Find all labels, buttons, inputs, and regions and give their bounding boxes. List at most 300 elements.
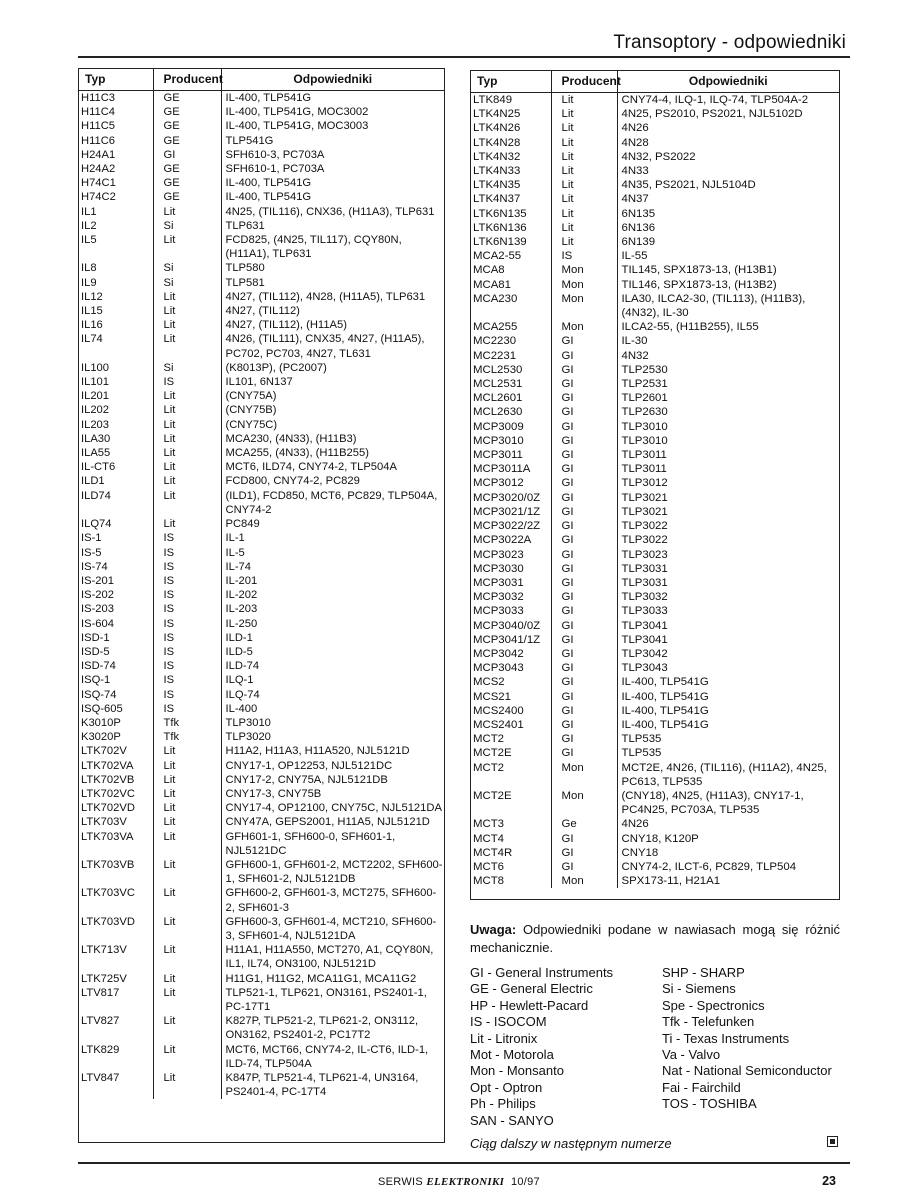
cell-producent: GI bbox=[551, 860, 617, 874]
cell-typ: IL5 bbox=[79, 233, 153, 261]
cell-typ: ILA55 bbox=[79, 446, 153, 460]
cell-typ: LTK702VA bbox=[79, 759, 153, 773]
cell-producent: Lit bbox=[153, 290, 221, 304]
column-header-typ: Typ bbox=[79, 69, 153, 91]
table-row bbox=[79, 730, 444, 744]
cell-typ: LTK6N139 bbox=[471, 235, 551, 249]
cell-producent: Lit bbox=[551, 221, 617, 235]
cell-producent: Mon bbox=[551, 320, 617, 334]
cell-producent: Lit bbox=[153, 205, 221, 219]
cell-producent: IS bbox=[153, 688, 221, 702]
table-row bbox=[79, 290, 444, 304]
page-title: Transoptory - odpowiedniki bbox=[613, 32, 846, 53]
table-row bbox=[79, 205, 444, 219]
cell-producent: GI bbox=[551, 704, 617, 718]
cell-typ: IL101 bbox=[79, 375, 153, 389]
cell-odpowiedniki: 4N35, PS2021, NJL5104D bbox=[621, 179, 756, 192]
cell-producent: Lit bbox=[153, 418, 221, 432]
cell-odpowiedniki: TLP2601 bbox=[621, 392, 668, 405]
cell-producent: Lit bbox=[153, 489, 221, 517]
cell-producent: GI bbox=[551, 675, 617, 689]
cell-typ: K3010P bbox=[79, 716, 153, 730]
cell-producent: IS bbox=[153, 531, 221, 545]
cell-typ: ISQ-74 bbox=[79, 688, 153, 702]
cell-typ: IS-202 bbox=[79, 588, 153, 602]
cell-odpowiedniki: ILQ-1 bbox=[225, 674, 254, 687]
continued-notice: Ciąg dalszy w następnym numerze bbox=[470, 1136, 672, 1151]
cell-producent: GI bbox=[551, 548, 617, 562]
cell-producent: GI bbox=[551, 590, 617, 604]
cell-odpowiedniki: IL101, 6N137 bbox=[225, 376, 293, 389]
cell-odpowiedniki: 4N33 bbox=[621, 165, 649, 178]
legend-item: HP - Hewlett-Pacard bbox=[470, 997, 589, 1013]
cell-odpowiedniki: IL-202 bbox=[225, 589, 258, 602]
table-row bbox=[79, 474, 444, 488]
cell-typ: H11C3 bbox=[79, 91, 153, 106]
cell-producent: Lit bbox=[551, 192, 617, 206]
legend-item: Va - Valvo bbox=[662, 1047, 721, 1063]
cell-typ: IL202 bbox=[79, 403, 153, 417]
table-row bbox=[79, 304, 444, 318]
cell-typ: LTK703VD bbox=[79, 915, 153, 943]
cell-producent: GE bbox=[153, 91, 221, 106]
table-row bbox=[471, 207, 839, 221]
table-row bbox=[79, 233, 444, 261]
cell-typ: IL-CT6 bbox=[79, 460, 153, 474]
cell-producent: Lit bbox=[551, 178, 617, 192]
cell-producent: Ge bbox=[551, 817, 617, 831]
table-row bbox=[79, 915, 444, 943]
cell-typ: MCP3040/0Z bbox=[471, 619, 551, 633]
cell-typ: MCS2 bbox=[471, 675, 551, 689]
cell-typ: IL74 bbox=[79, 332, 153, 360]
cell-typ: MCP3011A bbox=[471, 462, 551, 476]
legend-item: Mot - Motorola bbox=[470, 1047, 554, 1063]
cell-producent: GI bbox=[551, 491, 617, 505]
cell-typ: MC2231 bbox=[471, 349, 551, 363]
cell-odpowiedniki: ILA30, ILCA2-30, (TIL113), (H11B3), (4N32), IL-30 bbox=[621, 292, 806, 320]
cell-odpowiedniki: GFH600-1, GFH601-2, MCT2202, SFH600-1, SFH601-2, NJL5121DB bbox=[225, 858, 443, 886]
table-row bbox=[471, 235, 839, 249]
cell-typ: LTK4N25 bbox=[471, 107, 551, 121]
cell-odpowiedniki: TLP535 bbox=[621, 747, 662, 760]
cell-odpowiedniki: MCT6, ILD74, CNY74-2, TLP504A bbox=[225, 461, 397, 474]
cell-producent: IS bbox=[153, 659, 221, 673]
cell-typ: MCL2630 bbox=[471, 405, 551, 419]
footer-issue: 10/97 bbox=[510, 1176, 540, 1188]
cell-producent: GI bbox=[551, 405, 617, 419]
table-row bbox=[79, 517, 444, 531]
table-row bbox=[471, 164, 839, 178]
cell-producent: GI bbox=[551, 832, 617, 846]
column-header-producent: Producent bbox=[551, 71, 617, 93]
cell-typ: MCL2531 bbox=[471, 377, 551, 391]
cell-producent: Lit bbox=[153, 517, 221, 531]
cell-producent: IS bbox=[551, 249, 617, 263]
cell-odpowiedniki: 4N27, (TIL112), (H11A5) bbox=[225, 319, 347, 332]
cell-odpowiedniki: SFH610-3, PC703A bbox=[225, 148, 325, 161]
cell-typ: MCA2-55 bbox=[471, 249, 551, 263]
cell-typ: LTK4N37 bbox=[471, 192, 551, 206]
footer-magazine bbox=[0, 1176, 918, 1188]
cell-producent: IS bbox=[153, 588, 221, 602]
cell-producent: GI bbox=[551, 846, 617, 860]
cell-odpowiedniki: K847P, TLP521-4, TLP621-4, UN3164, PS2401-4, PC-17T4 bbox=[225, 1072, 419, 1099]
table-row bbox=[471, 746, 839, 760]
cell-producent: Lit bbox=[551, 107, 617, 121]
cell-odpowiedniki: TLP3010 bbox=[621, 420, 668, 433]
table-row bbox=[79, 659, 444, 673]
cell-producent: Lit bbox=[153, 446, 221, 460]
cell-odpowiedniki: 4N32, PS2022 bbox=[621, 150, 696, 163]
cell-odpowiedniki: K827P, TLP521-2, TLP621-2, ON3112, ON3162, PS2401-2, PC17T2 bbox=[225, 1015, 419, 1042]
table-row bbox=[79, 1043, 444, 1071]
cell-typ: IS-5 bbox=[79, 546, 153, 560]
cell-odpowiedniki: GFH600-2, GFH601-3, MCT275, SFH600-2, SFH601-3 bbox=[225, 887, 437, 914]
equivalents-table-right bbox=[470, 70, 840, 900]
cell-typ: IS-203 bbox=[79, 602, 153, 616]
table-row bbox=[79, 716, 444, 730]
table-row bbox=[79, 759, 444, 773]
cell-typ: MCP3042 bbox=[471, 647, 551, 661]
legend-item: Opt - Optron bbox=[470, 1079, 543, 1095]
cell-typ: LTV827 bbox=[79, 1014, 153, 1042]
cell-odpowiedniki: IL-203 bbox=[225, 603, 258, 616]
cell-typ: MCP3032 bbox=[471, 590, 551, 604]
cell-typ: LTK849 bbox=[471, 93, 551, 108]
cell-producent: GI bbox=[551, 519, 617, 533]
cell-producent: GI bbox=[551, 604, 617, 618]
table-row bbox=[79, 588, 444, 602]
cell-odpowiedniki: 6N136 bbox=[621, 221, 656, 234]
cell-odpowiedniki: 4N37 bbox=[621, 193, 649, 206]
cell-odpowiedniki: TLP3041 bbox=[621, 619, 668, 632]
cell-odpowiedniki: IL-5 bbox=[225, 546, 245, 559]
cell-producent: Lit bbox=[551, 93, 617, 108]
table-row bbox=[471, 420, 839, 434]
cell-typ: MCP3011 bbox=[471, 448, 551, 462]
cell-typ: LTV847 bbox=[79, 1071, 153, 1099]
table-row bbox=[471, 519, 839, 533]
table-row bbox=[471, 377, 839, 391]
cell-typ: MCP3020/0Z bbox=[471, 491, 551, 505]
table-row bbox=[79, 631, 444, 645]
table-row bbox=[79, 361, 444, 375]
column-header-odpowiedniki: Odpowiedniki bbox=[221, 69, 444, 91]
cell-producent: GI bbox=[551, 349, 617, 363]
cell-producent: Lit bbox=[153, 915, 221, 943]
cell-odpowiedniki: (CNY75A) bbox=[225, 390, 277, 403]
cell-producent: GI bbox=[551, 391, 617, 405]
cell-producent: Lit bbox=[153, 432, 221, 446]
cell-odpowiedniki: CNY18, K120P bbox=[621, 832, 699, 845]
cell-odpowiedniki: CNY17-2, CNY75A, NJL5121DB bbox=[225, 773, 388, 786]
cell-odpowiedniki: TLP3021 bbox=[621, 491, 668, 504]
cell-odpowiedniki: TLP3010 bbox=[225, 716, 271, 729]
cell-typ: MCP3030 bbox=[471, 562, 551, 576]
cell-typ: LTK713V bbox=[79, 943, 153, 971]
legend-item: SAN - SANYO bbox=[470, 1112, 554, 1128]
cell-odpowiedniki: SFH610-1, PC703A bbox=[225, 163, 325, 176]
cell-typ: MCP3022/2Z bbox=[471, 519, 551, 533]
cell-producent: Lit bbox=[153, 744, 221, 758]
cell-odpowiedniki: CNY17-3, CNY75B bbox=[225, 787, 322, 800]
cell-odpowiedniki: ILQ-74 bbox=[225, 688, 260, 701]
cell-producent: GI bbox=[551, 505, 617, 519]
cell-producent: Mon bbox=[551, 292, 617, 320]
cell-producent: GE bbox=[153, 190, 221, 204]
cell-typ: ISD-5 bbox=[79, 645, 153, 659]
table-row bbox=[471, 391, 839, 405]
cell-odpowiedniki: IL-400, TLP541G bbox=[225, 92, 312, 104]
cell-producent: GI bbox=[551, 533, 617, 547]
cell-odpowiedniki: GFH600-3, GFH601-4, MCT210, SFH600-3, SFH601-4, NJL5121DA bbox=[225, 915, 437, 942]
cell-typ: IL15 bbox=[79, 304, 153, 318]
cell-producent: Mon bbox=[551, 761, 617, 789]
cell-odpowiedniki: TLP521-1, TLP621, ON3161, PS2401-1, PC-17T1 bbox=[225, 986, 427, 1013]
cell-producent: Lit bbox=[153, 858, 221, 886]
table-row bbox=[471, 434, 839, 448]
table-row bbox=[471, 647, 839, 661]
cell-producent: Lit bbox=[153, 1014, 221, 1042]
cell-producent: Lit bbox=[153, 815, 221, 829]
table-row bbox=[471, 278, 839, 292]
cell-odpowiedniki: 6N139 bbox=[621, 236, 656, 249]
cell-producent: GI bbox=[551, 576, 617, 590]
cell-typ: LTV817 bbox=[79, 986, 153, 1014]
cell-typ: MCL2530 bbox=[471, 363, 551, 377]
legend-item: TOS - TOSHIBA bbox=[662, 1096, 757, 1112]
cell-odpowiedniki: TLP3011 bbox=[621, 463, 667, 476]
cell-typ: IS-74 bbox=[79, 560, 153, 574]
table-row bbox=[471, 192, 839, 206]
table-row bbox=[79, 460, 444, 474]
cell-odpowiedniki: FCD800, CNY74-2, PC829 bbox=[225, 475, 360, 488]
cell-producent: GI bbox=[551, 363, 617, 377]
cell-odpowiedniki: IL-1 bbox=[225, 532, 245, 545]
cell-producent: GI bbox=[153, 148, 221, 162]
cell-producent: Lit bbox=[551, 164, 617, 178]
cell-odpowiedniki: MCT2E, 4N26, (TIL116), (H11A2), 4N25, PC613, TLP535 bbox=[621, 761, 827, 788]
cell-typ: MCP3009 bbox=[471, 420, 551, 434]
table-row bbox=[471, 292, 839, 320]
cell-producent: IS bbox=[153, 645, 221, 659]
cell-odpowiedniki: ILD-1 bbox=[225, 631, 253, 644]
table-row bbox=[471, 690, 839, 704]
cell-odpowiedniki: IL-201 bbox=[225, 574, 258, 587]
title-divider bbox=[78, 56, 850, 58]
legend-item: GE - General Electric bbox=[470, 981, 593, 997]
cell-producent: Lit bbox=[153, 972, 221, 986]
cell-odpowiedniki: 4N27, (TIL112), 4N28, (H11A5), TLP631 bbox=[225, 290, 426, 303]
cell-producent: Mon bbox=[551, 263, 617, 277]
cell-odpowiedniki: (K8013P), (PC2007) bbox=[225, 361, 327, 374]
cell-typ: LTK703V bbox=[79, 815, 153, 829]
cell-odpowiedniki: TLP3042 bbox=[621, 647, 668, 660]
table-row bbox=[79, 162, 444, 176]
cell-producent: Lit bbox=[153, 787, 221, 801]
cell-producent: IS bbox=[153, 631, 221, 645]
cell-typ: MCP3041/1Z bbox=[471, 633, 551, 647]
cell-typ: MCA8 bbox=[471, 263, 551, 277]
cell-typ: IL16 bbox=[79, 318, 153, 332]
cell-odpowiedniki: TLP2630 bbox=[621, 406, 668, 419]
cell-odpowiedniki: IL-400, TLP541G, MOC3003 bbox=[225, 120, 369, 133]
cell-typ: ILA30 bbox=[79, 432, 153, 446]
cell-odpowiedniki: IL-400, TLP541G bbox=[621, 676, 709, 689]
cell-typ: LTK6N136 bbox=[471, 221, 551, 235]
table-row bbox=[471, 675, 839, 689]
table-row bbox=[79, 148, 444, 162]
cell-producent: Si bbox=[153, 261, 221, 275]
cell-producent: Lit bbox=[153, 830, 221, 858]
table-row bbox=[79, 318, 444, 332]
table-row bbox=[471, 718, 839, 732]
table-row bbox=[471, 860, 839, 874]
cell-producent: Lit bbox=[153, 1043, 221, 1071]
cell-odpowiedniki: CNY74-2, ILCT-6, PC829, TLP504 bbox=[621, 860, 797, 873]
legend-item: Ph - Philips bbox=[470, 1096, 536, 1112]
cell-producent: Lit bbox=[153, 986, 221, 1014]
table-row bbox=[471, 263, 839, 277]
cell-typ: LTK702VB bbox=[79, 773, 153, 787]
legend-item: Fai - Fairchild bbox=[662, 1079, 741, 1095]
legend-item: Lit - Litronix bbox=[470, 1030, 538, 1046]
cell-typ: H24A2 bbox=[79, 162, 153, 176]
table-row bbox=[79, 1071, 444, 1099]
cell-typ: MCP3021/1Z bbox=[471, 505, 551, 519]
cell-typ: ISQ-605 bbox=[79, 702, 153, 716]
table-row bbox=[79, 389, 444, 403]
cell-odpowiedniki: TIL145, SPX1873-13, (H13B1) bbox=[621, 264, 777, 277]
cell-producent: GI bbox=[551, 690, 617, 704]
legend-item: Nat - National Semiconductor bbox=[662, 1063, 832, 1079]
cell-producent: Lit bbox=[153, 886, 221, 914]
table-row bbox=[79, 446, 444, 460]
table-row bbox=[471, 93, 839, 108]
table-row bbox=[471, 334, 839, 348]
table-row bbox=[79, 986, 444, 1014]
cell-odpowiedniki: SPX173-11, H21A1 bbox=[621, 875, 721, 888]
cell-odpowiedniki: TLP541G bbox=[225, 134, 274, 147]
cell-producent: GE bbox=[153, 105, 221, 119]
cell-odpowiedniki: CNY74-4, ILQ-1, ILQ-74, TLP504A-2 bbox=[621, 94, 809, 106]
cell-producent: Lit bbox=[153, 318, 221, 332]
cell-odpowiedniki: TLP3020 bbox=[225, 731, 271, 744]
table-row bbox=[471, 619, 839, 633]
cell-producent: Mon bbox=[551, 278, 617, 292]
cell-producent: GI bbox=[551, 647, 617, 661]
column-header-producent: Producent bbox=[153, 69, 221, 91]
cell-typ: MCA230 bbox=[471, 292, 551, 320]
table-row bbox=[471, 476, 839, 490]
cell-producent: GI bbox=[551, 377, 617, 391]
cell-odpowiedniki: TLP3011 bbox=[621, 449, 667, 462]
table-row bbox=[471, 548, 839, 562]
cell-typ: H11C4 bbox=[79, 105, 153, 119]
legend-item: Mon - Monsanto bbox=[470, 1063, 564, 1079]
table-row bbox=[79, 105, 444, 119]
cell-producent: Lit bbox=[153, 460, 221, 474]
column-header-odpowiedniki: Odpowiedniki bbox=[617, 71, 839, 93]
cell-odpowiedniki: 4N25, (TIL116), CNX36, (H11A3), TLP631 bbox=[225, 205, 435, 218]
cell-producent: Lit bbox=[153, 389, 221, 403]
cell-producent: Lit bbox=[153, 801, 221, 815]
table-row bbox=[471, 349, 839, 363]
cell-typ: MCT4R bbox=[471, 846, 551, 860]
table-row bbox=[471, 505, 839, 519]
cell-typ: MCT3 bbox=[471, 817, 551, 831]
cell-producent: GI bbox=[551, 562, 617, 576]
table-row bbox=[471, 832, 839, 846]
cell-odpowiedniki: IL-400, TLP541G bbox=[225, 177, 312, 190]
cell-typ: LTK703VA bbox=[79, 830, 153, 858]
cell-typ: MCP3033 bbox=[471, 604, 551, 618]
cell-producent: GI bbox=[551, 476, 617, 490]
cell-typ: IL2 bbox=[79, 219, 153, 233]
cell-typ: LTK702VC bbox=[79, 787, 153, 801]
cell-producent: GI bbox=[551, 732, 617, 746]
cell-odpowiedniki: TLP535 bbox=[621, 733, 662, 746]
cell-producent: IS bbox=[153, 546, 221, 560]
table-row bbox=[471, 817, 839, 831]
cell-typ: H11C5 bbox=[79, 119, 153, 133]
table-row bbox=[471, 604, 839, 618]
cell-typ: IS-604 bbox=[79, 617, 153, 631]
cell-odpowiedniki: TLP3021 bbox=[621, 505, 668, 518]
table-row bbox=[471, 462, 839, 476]
cell-typ: IL100 bbox=[79, 361, 153, 375]
cell-odpowiedniki: MCA230, (4N33), (H11B3) bbox=[225, 432, 357, 445]
footer-brand: ELEKTRONIKI bbox=[426, 1176, 505, 1188]
cell-odpowiedniki: (CNY18), 4N25, (H11A3), CNY17-1, PC4N25, PC703A, TLP535 bbox=[621, 789, 804, 817]
table-row bbox=[79, 531, 444, 545]
cell-odpowiedniki: CNY18 bbox=[621, 846, 659, 859]
table-row bbox=[471, 320, 839, 334]
cell-producent: Lit bbox=[551, 150, 617, 164]
cell-producent: Lit bbox=[153, 233, 221, 261]
cell-odpowiedniki: CNY17-1, OP12253, NJL5121DC bbox=[225, 759, 393, 772]
cell-typ: MCS2400 bbox=[471, 704, 551, 718]
table-row bbox=[79, 134, 444, 148]
table-row bbox=[79, 801, 444, 815]
cell-odpowiedniki: CNY47A, GEPS2001, H11A5, NJL5121D bbox=[225, 816, 430, 829]
cell-typ: IL8 bbox=[79, 261, 153, 275]
cell-producent: GI bbox=[551, 633, 617, 647]
cell-odpowiedniki: TLP3043 bbox=[621, 662, 668, 675]
table-row bbox=[79, 787, 444, 801]
cell-producent: Lit bbox=[153, 773, 221, 787]
cell-typ: H24A1 bbox=[79, 148, 153, 162]
table-row bbox=[79, 546, 444, 560]
cell-producent: IS bbox=[153, 574, 221, 588]
table-row bbox=[79, 702, 444, 716]
cell-odpowiedniki: TLP3010 bbox=[621, 434, 668, 447]
cell-producent: IS bbox=[153, 560, 221, 574]
table-row bbox=[79, 375, 444, 389]
cell-odpowiedniki: MCA255, (4N33), (H11B255) bbox=[225, 447, 369, 460]
cell-typ: MCS21 bbox=[471, 690, 551, 704]
cell-producent: Si bbox=[153, 276, 221, 290]
cell-producent: Tfk bbox=[153, 730, 221, 744]
table-row bbox=[79, 943, 444, 971]
cell-typ: H74C2 bbox=[79, 190, 153, 204]
cell-typ: ILD74 bbox=[79, 489, 153, 517]
table-row bbox=[79, 773, 444, 787]
cell-odpowiedniki: H11A2, H11A3, H11A520, NJL5121D bbox=[225, 745, 410, 758]
table-row bbox=[79, 560, 444, 574]
cell-typ: IL9 bbox=[79, 276, 153, 290]
